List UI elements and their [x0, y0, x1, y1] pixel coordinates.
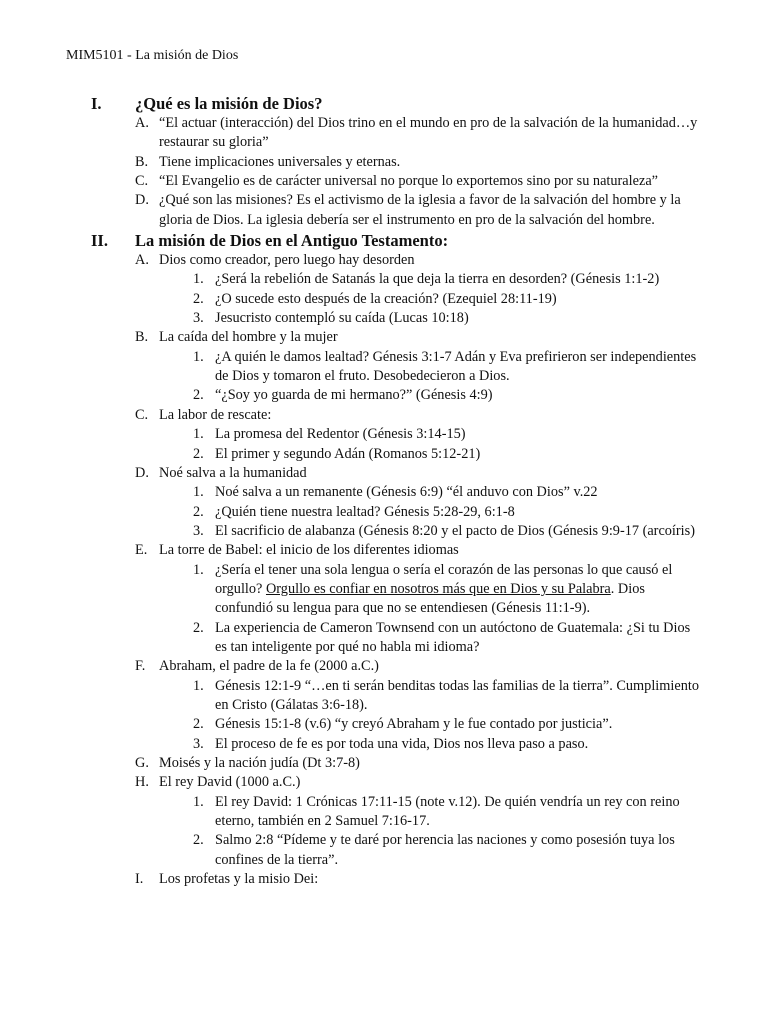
item-letter: B. [135, 153, 149, 170]
section-number: I. [91, 94, 102, 113]
item-letter: C. [135, 406, 149, 423]
item-letter: G. [135, 755, 149, 771]
item-letter: E. [135, 542, 148, 559]
item-letter: D. [135, 464, 149, 481]
item-letter: F. [135, 658, 146, 675]
item-text: El rey David (1000 a.C.) [159, 774, 301, 791]
outline-subitem [0, 290, 705, 309]
outline-subitem [0, 793, 705, 832]
section-title: La misión de Dios en el Antiguo Testamento: [135, 231, 449, 251]
outline-subitem [0, 483, 705, 502]
subitem-number: 1. [193, 561, 204, 578]
outline-subitem [0, 619, 705, 658]
outline-subitem [0, 348, 705, 387]
outline-subitem [0, 270, 705, 289]
item-letter: C. [135, 173, 149, 190]
item-letter: B. [135, 329, 149, 346]
subitem-number: 1. [193, 426, 204, 443]
section-title: ¿Qué es la misión de Dios? [135, 94, 323, 113]
outline-item [0, 191, 704, 230]
outline-item [0, 114, 704, 153]
subitem-number: 1. [193, 677, 204, 694]
outline-subitem [0, 445, 705, 464]
item-text: Dios como creador, pero luego hay desorden [159, 252, 415, 269]
item-letter: A. [135, 115, 149, 131]
subitem-text: Génesis 12:1-9 “…en ti serán benditas todas las familias de la tierra”. Cumplimiento en Cristo (Gálatas 3:6-18). [215, 677, 699, 713]
document-body [0, 93, 768, 889]
underlined-emphasis: Orgullo es confiar en nosotros más que en Dios y su Palabra [265, 580, 611, 597]
outline-item [0, 541, 704, 560]
outline-subitem [0, 309, 705, 328]
item-letter: D. [135, 192, 149, 209]
outline-item [0, 328, 704, 347]
subitem-text: Génesis 15:1-8 (v.6) “y creyó Abraham y le fue contado por justicia”. [215, 716, 613, 733]
section-heading [0, 230, 695, 251]
subitem-number: 2. [193, 716, 204, 733]
outline-item [0, 657, 704, 676]
subitem-number: 3. [193, 310, 204, 327]
subitem-text: ¿O sucede esto después de la creación? (Ezequiel 28:11-19) [215, 290, 557, 307]
subitem-number: 2. [193, 387, 204, 404]
subitem-number: 2. [193, 832, 204, 849]
subitem-number: 1. [193, 271, 204, 288]
subitem-number: 1. [193, 348, 204, 365]
item-text: “El actuar (interacción) del Dios trino en el mundo en pro de la salvación de la humanidad…y restaurar su gloria” [159, 115, 698, 151]
item-letter: I. [135, 871, 144, 888]
outline-item [0, 754, 704, 773]
subitem-text: La promesa del Redentor (Génesis 3:14-15) [215, 426, 466, 443]
subitem-number: 2. [193, 290, 204, 307]
item-text: Noé salva a la humanidad [159, 464, 307, 481]
outline-subitem [0, 677, 705, 716]
subitem-text: Salmo 2:8 “Pídeme y te daré por herencia las naciones y como posesión tuya los confines de la tierra”. [215, 832, 675, 868]
item-text: Abraham, el padre de la fe (2000 a.C.) [159, 658, 379, 675]
outline-subitem [0, 561, 705, 619]
subitem-number: 3. [193, 522, 204, 539]
subitem-text: El proceso de fe es por toda una vida, Dios nos lleva paso a paso. [215, 735, 589, 752]
subitem-text: El sacrificio de alabanza (Génesis 8:20 y el pacto de Dios (Génesis 9:9-17 (arcoíris) [215, 522, 695, 539]
outline-item [0, 464, 704, 483]
outline-item [0, 870, 704, 889]
subitem-number: 2. [193, 619, 204, 636]
item-text: La caída del hombre y la mujer [159, 329, 338, 346]
subitem-text-post: . Dios confundió su lengua para que no se entendiesen (Génesis 11:1-9). [215, 580, 645, 617]
outline-subitem [0, 831, 705, 870]
document-header: MIM5101 - La misión de Dios [66, 48, 239, 63]
item-text: La torre de Babel: el inicio de los diferentes idiomas [159, 542, 459, 559]
item-text: Tiene implicaciones universales y eternas. [159, 153, 401, 170]
subitem-text: Noé salva a un remanente (Génesis 6:9) “él anduvo con Dios” v.22 [215, 484, 598, 501]
outline-item [0, 172, 704, 191]
subitem-text: Jesucristo contempló su caída (Lucas 10:18) [215, 310, 469, 327]
section-heading [0, 93, 695, 114]
outline-subitem [0, 425, 705, 444]
subitem-number: 2. [193, 503, 204, 520]
subitem-text: ¿Quién tiene nuestra lealtad? Génesis 5:28-29, 6:1-8 [215, 503, 515, 520]
outline-subitem [0, 522, 705, 541]
item-text: Moisés y la nación judía (Dt 3:7-8) [159, 755, 360, 771]
subitem-text: ¿Será la rebelión de Satanás la que deja la tierra en desorden? (Génesis 1:1-2) [215, 271, 660, 288]
item-text: La labor de rescate: [159, 406, 272, 423]
subitem-text: ¿A quién le damos lealtad? Génesis 3:1-7 Adán y Eva prefirieron ser independientes de Dios y tomaron el fruto. Desobedecieron a Dios. [215, 348, 697, 385]
subitem-text-pre: ¿Sería el tener una sola lengua o sería el corazón de las personas lo que causó el orgullo? [215, 561, 673, 597]
subitem-text: El primer y segundo Adán (Romanos 5:12-21) [215, 445, 481, 462]
outline-item [0, 406, 704, 425]
item-letter: A. [135, 252, 149, 269]
item-text: “El Evangelio es de carácter universal no porque lo exportemos sino por su naturaleza” [159, 173, 659, 190]
outline-item [0, 251, 704, 270]
subitem-number: 2. [193, 445, 204, 462]
subitem-text: “¿Soy yo guarda de mi hermano?” (Génesis 4:9) [215, 387, 493, 404]
subitem-number: 1. [193, 793, 204, 810]
outline-subitem [0, 735, 705, 754]
subitem-number: 3. [193, 735, 204, 752]
outline-subitem [0, 715, 705, 734]
subitem-text: La experiencia de Cameron Townsend con un autóctono de Guatemala: ¿Si tu Dios es tan inteligente por qué no habla mi idioma? [215, 619, 691, 655]
subitem-text: El rey David: 1 Crónicas 17:11-15 (note v.12). De quién vendría un rey con reino eterno, también en 2 Samuel 7:16-17. [215, 793, 680, 830]
item-text: ¿Qué son las misiones? Es el activismo de la iglesia a favor de la salvación del hombre y la gloria de Dios. La iglesia debería ser el instrumento en pro de la salvación del hombre. [159, 192, 681, 228]
outline-subitem [0, 386, 705, 405]
item-letter: H. [135, 774, 149, 791]
subitem-number: 1. [193, 484, 204, 501]
outline-item [0, 773, 704, 792]
section-number: II. [91, 231, 108, 251]
item-text: Los profetas y la misio Dei: [159, 871, 319, 888]
outline-subitem [0, 503, 705, 522]
outline-item [0, 153, 704, 172]
